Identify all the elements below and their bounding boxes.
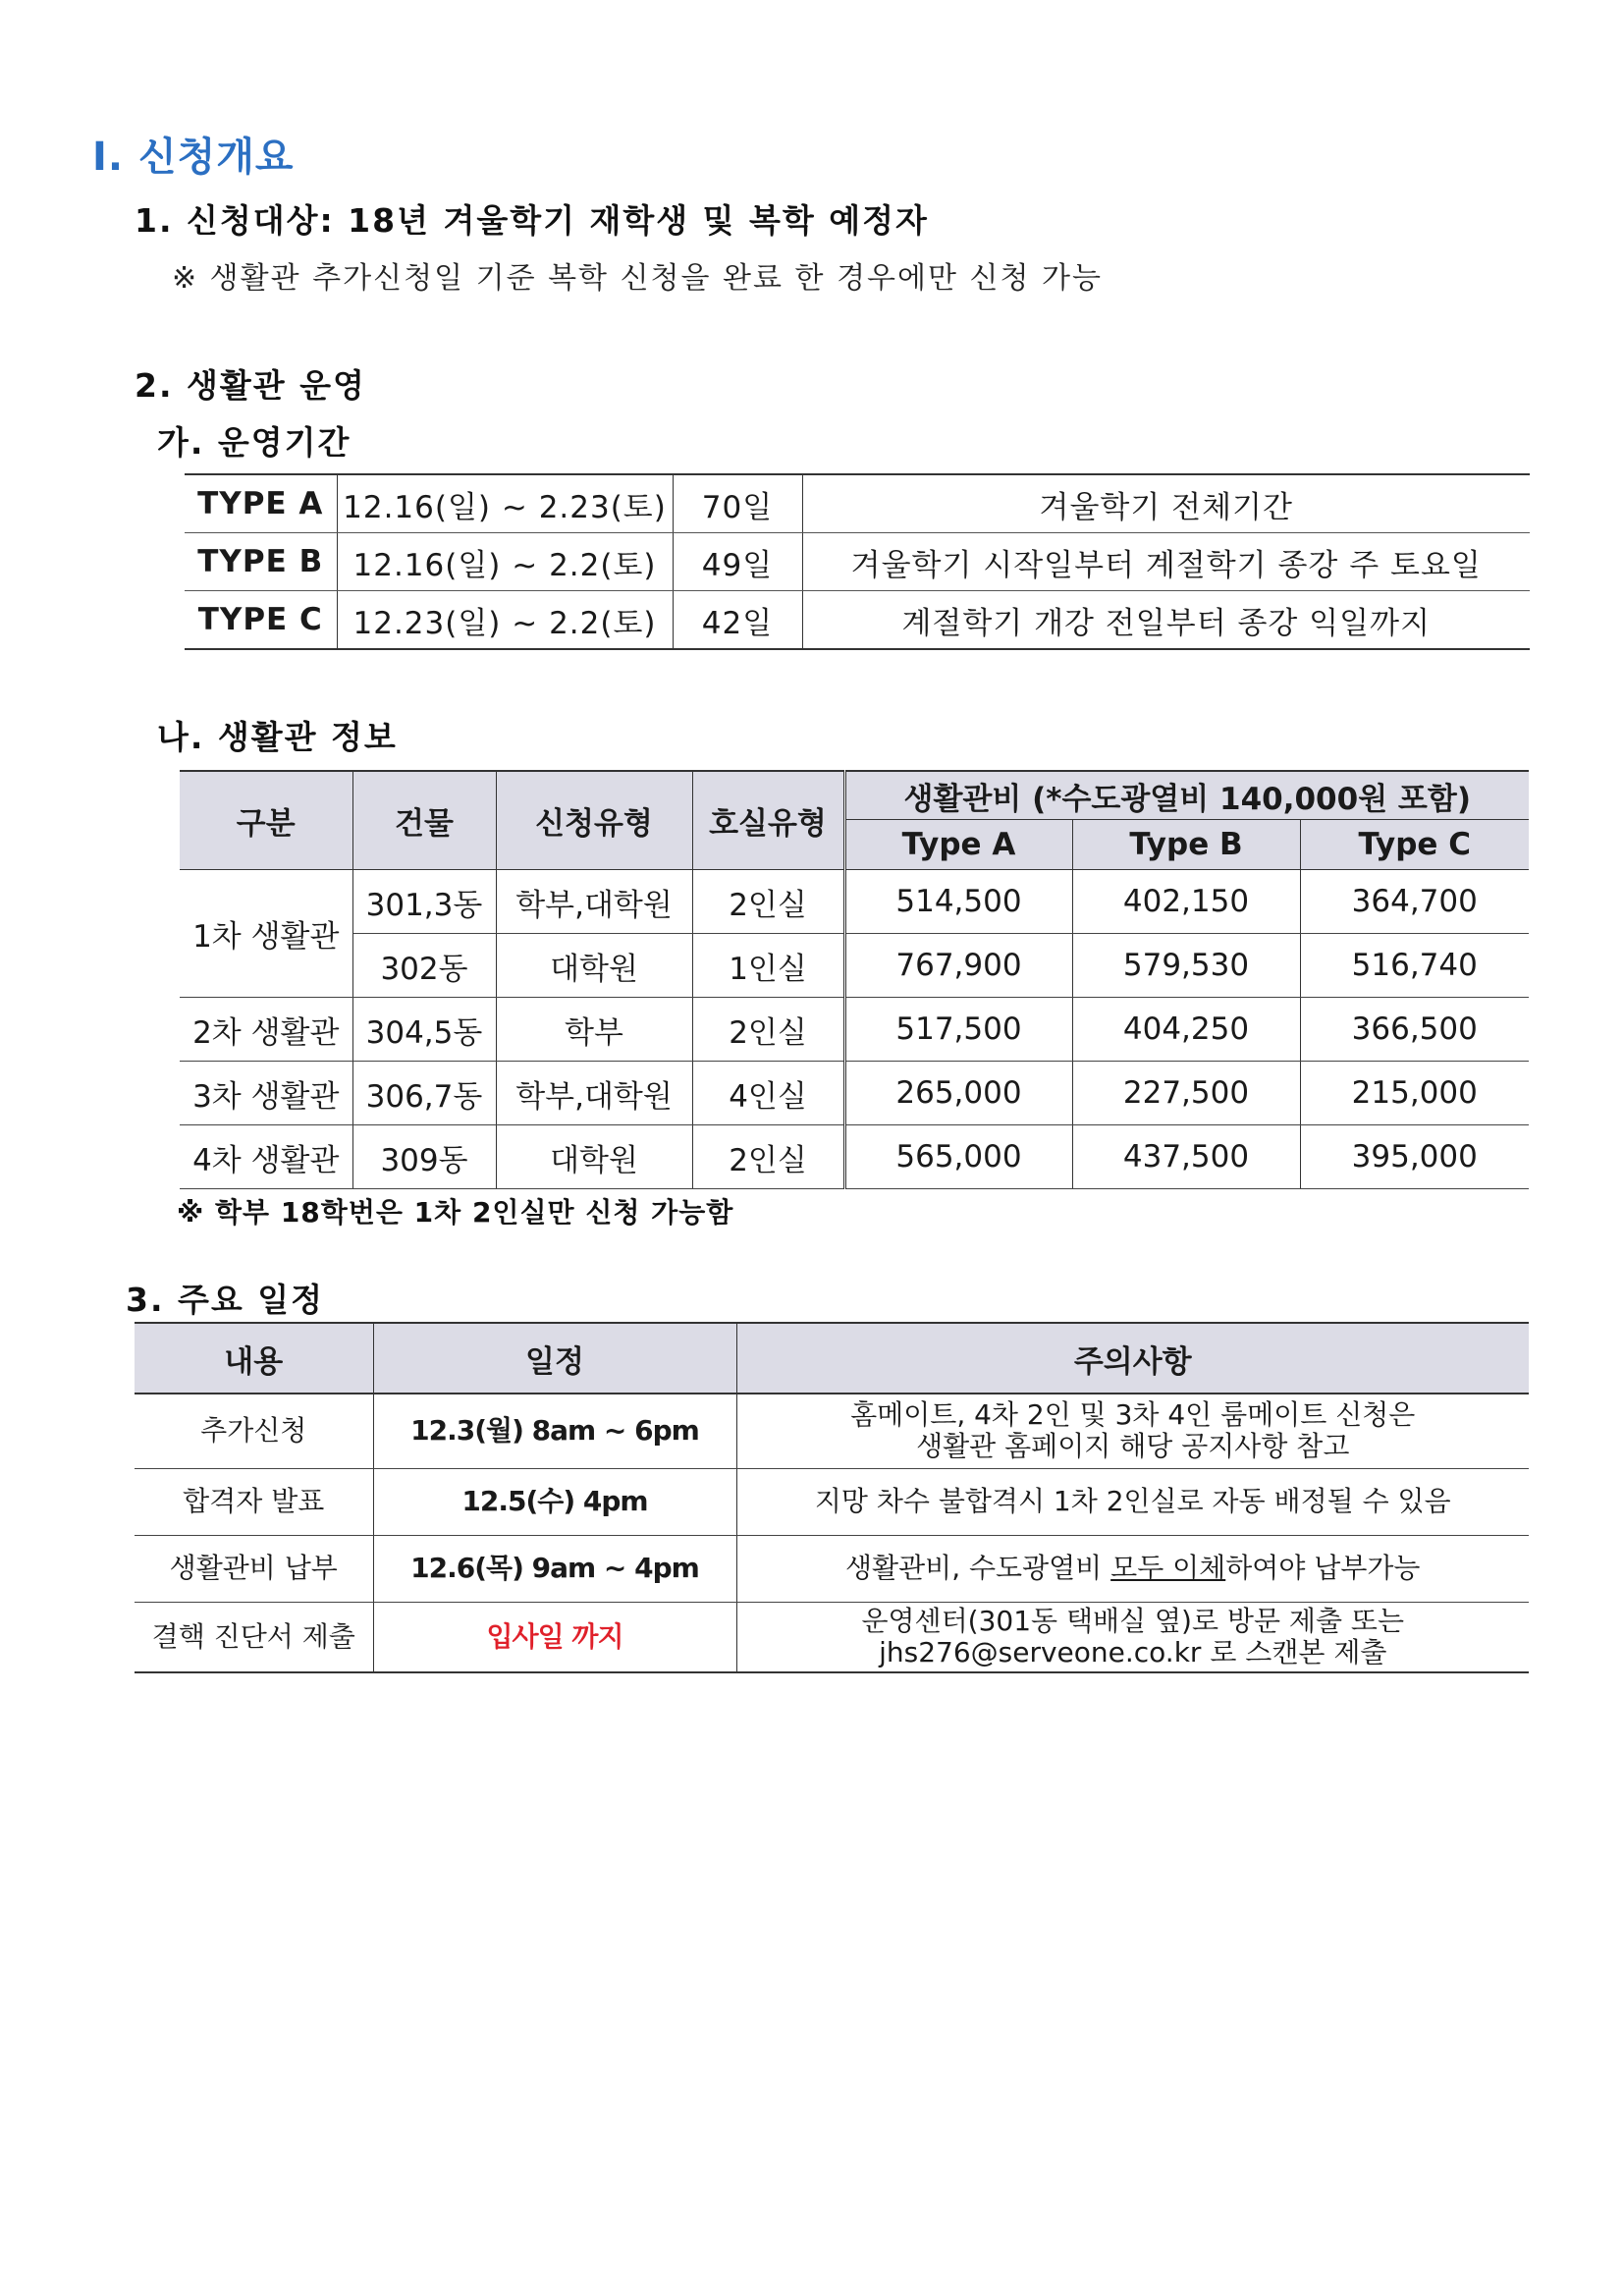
col-content: 내용 (135, 1323, 373, 1394)
target-note: ※ 생활관 추가신청일 기준 복학 신청을 완료 한 경우에만 신청 가능 (172, 261, 1103, 296)
dorm-room: 4인실 (692, 1062, 844, 1125)
dorm-building: 309동 (352, 1125, 496, 1189)
col-apply-type: 신청유형 (496, 771, 692, 870)
schedule-notes (736, 1394, 1529, 1468)
section-title: I. 신청개요 (92, 135, 295, 180)
dorm-category: 4차 생활관 (180, 1125, 352, 1189)
table-row (180, 1125, 1529, 1189)
fee-type-a: 767,900 (844, 934, 1072, 998)
schedule-table (135, 1322, 1529, 1673)
col-fee: 생활관비 (*수도광열비 140,000원 포함) (844, 771, 1529, 820)
period-type: TYPE A (185, 474, 337, 533)
col-type-a: Type A (844, 820, 1072, 870)
period-dates: 12.16(일) ~ 2.23(토) (337, 474, 673, 533)
fee-type-b: 437,500 (1072, 1125, 1300, 1189)
period-days: 70일 (673, 474, 802, 533)
fee-type-b: 579,530 (1072, 934, 1300, 998)
fee-type-b: 402,150 (1072, 870, 1300, 934)
operation-heading: 2. 생활관 운영 (135, 366, 366, 405)
table-row (135, 1535, 1529, 1602)
table-row (185, 474, 1530, 533)
notes-line: 지망 차수 불합격시 1차 2인실로 자동 배정될 수 있음 (814, 1484, 1451, 1517)
notes-line: 홈메이트, 4차 2인 및 3차 4인 룸메이트 신청은 (850, 1398, 1416, 1432)
col-category: 구분 (180, 771, 352, 870)
schedule-heading: 3. 주요 일정 (126, 1281, 324, 1319)
dorm-room: 2인실 (692, 998, 844, 1062)
schedule-date: 12.6(목) 9am ~ 4pm (373, 1535, 736, 1602)
notes-line: 생활관 홈페이지 해당 공지사항 참고 (916, 1430, 1350, 1463)
dorm-apply: 대학원 (496, 934, 692, 998)
table-row (135, 1602, 1529, 1672)
dorm-category: 1차 생활관 (180, 870, 352, 998)
table-row (185, 591, 1530, 650)
dorm-apply: 학부,대학원 (496, 870, 692, 934)
period-dates: 12.23(일) ~ 2.2(토) (337, 591, 673, 650)
table-row (180, 934, 1529, 998)
fee-type-c: 516,740 (1300, 934, 1529, 998)
table-row (180, 1062, 1529, 1125)
fee-type-c: 395,000 (1300, 1125, 1529, 1189)
dorm-room: 2인실 (692, 1125, 844, 1189)
dorm-category: 3차 생활관 (180, 1062, 352, 1125)
col-schedule: 일정 (373, 1323, 736, 1394)
table-row (180, 870, 1529, 934)
fee-type-a: 265,000 (844, 1062, 1072, 1125)
col-notes: 주의사항 (736, 1323, 1529, 1394)
period-days: 49일 (673, 533, 802, 591)
schedule-date: 입사일 까지 (373, 1602, 736, 1672)
period-subheading: 가. 운영기간 (157, 423, 352, 462)
dorm-building: 302동 (352, 934, 496, 998)
fee-type-b: 404,250 (1072, 998, 1300, 1062)
col-type-b: Type B (1072, 820, 1300, 870)
notes-line: 운영센터(301동 택배실 옆)로 방문 제출 또는 (861, 1604, 1405, 1637)
fee-type-c: 215,000 (1300, 1062, 1529, 1125)
dorm-building: 301,3동 (352, 870, 496, 934)
dorm-room: 2인실 (692, 870, 844, 934)
fee-type-c: 366,500 (1300, 998, 1529, 1062)
col-room-type: 호실유형 (692, 771, 844, 870)
dorm-apply: 대학원 (496, 1125, 692, 1189)
period-dates: 12.16(일) ~ 2.2(토) (337, 533, 673, 591)
dorm-info-subheading: 나. 생활관 정보 (157, 718, 398, 756)
fee-type-a: 565,000 (844, 1125, 1072, 1189)
dorm-info-table (180, 770, 1529, 1189)
table-row (180, 998, 1529, 1062)
period-type: TYPE C (185, 591, 337, 650)
fee-type-c: 364,700 (1300, 870, 1529, 934)
dorm-room: 1인실 (692, 934, 844, 998)
fee-type-a: 514,500 (844, 870, 1072, 934)
schedule-date: 12.5(수) 4pm (373, 1468, 736, 1535)
schedule-notes (736, 1535, 1529, 1602)
schedule-content: 합격자 발표 (135, 1468, 373, 1535)
period-desc: 겨울학기 전체기간 (802, 474, 1530, 533)
schedule-notes (736, 1468, 1529, 1535)
fee-type-a: 517,500 (844, 998, 1072, 1062)
notes-underlined: 모두 이체 (1110, 1551, 1226, 1584)
col-type-c: Type C (1300, 820, 1529, 870)
col-building: 건물 (352, 771, 496, 870)
dorm-apply: 학부,대학원 (496, 1062, 692, 1125)
target-heading: 1. 신청대상: 18년 겨울학기 재학생 및 복학 예정자 (135, 201, 929, 240)
period-desc: 계절학기 개강 전일부터 종강 익일까지 (802, 591, 1530, 650)
table-row (135, 1394, 1529, 1468)
table-row (185, 533, 1530, 591)
dorm-building: 304,5동 (352, 998, 496, 1062)
table-row (135, 1468, 1529, 1535)
schedule-content: 추가신청 (135, 1394, 373, 1468)
dorm-building: 306,7동 (352, 1062, 496, 1125)
notes-line: jhs276@serveone.co.kr 로 스캔본 제출 (879, 1635, 1387, 1668)
schedule-content: 결핵 진단서 제출 (135, 1602, 373, 1672)
schedule-date: 12.3(월) 8am ~ 6pm (373, 1394, 736, 1468)
period-days: 42일 (673, 591, 802, 650)
schedule-content: 생활관비 납부 (135, 1535, 373, 1602)
period-type: TYPE B (185, 533, 337, 591)
notes-text: 하여야 납부가능 (1225, 1551, 1421, 1584)
dorm-apply: 학부 (496, 998, 692, 1062)
period-table (185, 473, 1530, 650)
dorm-note: ※ 학부 18학번은 1차 2인실만 신청 가능함 (177, 1196, 734, 1229)
schedule-notes (736, 1602, 1529, 1672)
period-desc: 겨울학기 시작일부터 계절학기 종강 주 토요일 (802, 533, 1530, 591)
notes-text: 생활관비, 수도광열비 (845, 1551, 1111, 1584)
fee-type-b: 227,500 (1072, 1062, 1300, 1125)
dorm-category: 2차 생활관 (180, 998, 352, 1062)
